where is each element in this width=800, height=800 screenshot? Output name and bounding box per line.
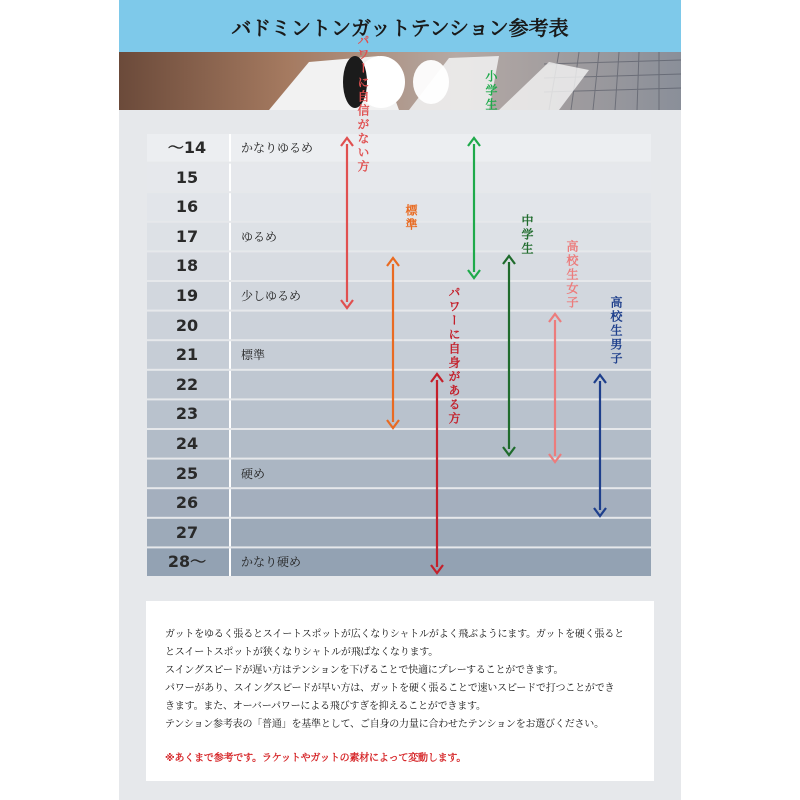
tension-value: 26 — [175, 493, 199, 513]
range-label: 小学生 — [484, 70, 498, 112]
tension-value: ～14 — [167, 138, 207, 157]
tension-value: 16 — [175, 197, 199, 217]
range-label: 中学生 — [520, 214, 534, 256]
tension-description: 標準 — [241, 348, 266, 363]
column-separator — [229, 252, 231, 280]
tension-chart-page — [119, 0, 681, 800]
note-line-5: きます。また、オーバーパワーによる飛びすぎを抑えることができます。 — [165, 701, 486, 712]
tension-value: 19 — [175, 286, 199, 305]
column-separator — [229, 519, 231, 547]
range-label: 標準 — [404, 204, 418, 232]
range-label: 高校生男子 — [609, 296, 623, 366]
tension-description: 少しゆるめ — [241, 289, 302, 303]
tension-value: 18 — [175, 256, 199, 276]
column-separator — [229, 282, 231, 310]
notes-box — [146, 601, 654, 781]
tension-value: 17 — [175, 226, 199, 246]
tension-description: 硬め — [241, 466, 266, 481]
note-line-4: パワーがあり、スイングスピードが早い方は、ガットを硬く張ることで速いスピードで打つことができ — [165, 683, 615, 694]
tension-description: ゆるめ — [241, 229, 278, 244]
column-separator — [229, 312, 231, 340]
note-line-3: スイングスピードが遅い方はテンションを下げることで快適にプレーすることができます。 — [165, 665, 564, 676]
column-separator — [229, 548, 231, 576]
tension-value: 25 — [175, 463, 199, 483]
column-separator — [229, 223, 231, 251]
column-separator — [229, 164, 231, 192]
tension-description: かなり硬め — [241, 555, 302, 570]
column-separator — [229, 489, 231, 517]
tension-value: 23 — [175, 404, 199, 424]
tension-value: 24 — [175, 434, 199, 453]
column-separator — [229, 460, 231, 488]
column-separator — [229, 400, 231, 428]
range-label: 高校生女子 — [565, 240, 579, 310]
column-separator — [229, 134, 231, 162]
note-line-1: ガットをゆるく張るとスイートスポットが広くなりシャトルがよく飛ぶようにます。ガットを硬く張ると — [165, 629, 624, 640]
tension-value: 15 — [175, 167, 199, 187]
page-title: バドミントンガットテンション参考表 — [231, 16, 569, 40]
range-label: パワーに自身がある方 — [447, 286, 461, 426]
tension-value: 27 — [175, 522, 199, 542]
column-separator — [229, 371, 231, 399]
column-separator — [229, 341, 231, 369]
note-warning: ※あくまで参考です。ラケットやガットの素材によって変動します。 — [165, 753, 467, 764]
tension-value: 22 — [175, 374, 199, 394]
tension-value: 28～ — [167, 552, 207, 572]
tension-description: かなりゆるめ — [241, 141, 314, 155]
note-line-6: テンション参考表の「普通」を基準として、ご自身の力量に合わせたテンションをお選びください。 — [165, 719, 604, 730]
tension-value: 20 — [175, 315, 199, 335]
note-line-2: とスイートスポットが狭くなりシャトルが飛ばなくなります。 — [165, 647, 439, 658]
column-separator — [229, 430, 231, 458]
tension-value: 21 — [175, 345, 199, 365]
range-label: パワーに自信がない方 — [356, 34, 370, 174]
column-separator — [229, 193, 231, 221]
